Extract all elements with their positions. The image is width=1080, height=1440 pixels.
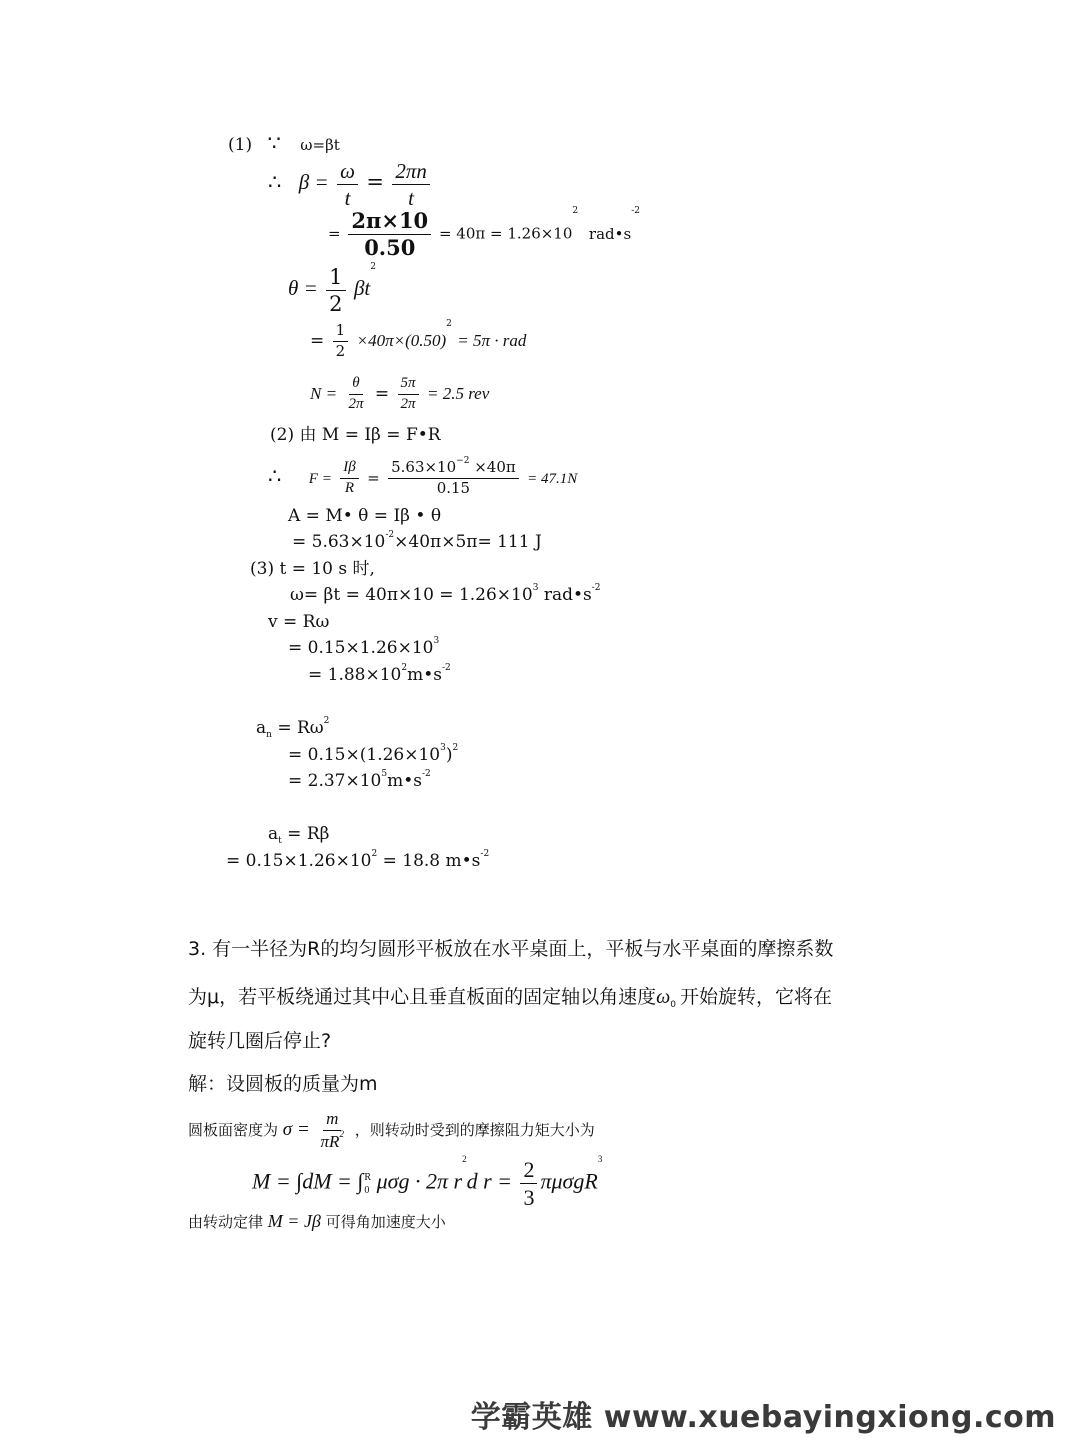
theta-formula: θ = $\frac{1}{2}$ $\beta t^2$ (288, 262, 376, 317)
velocity-formula: v = Rω (268, 612, 330, 632)
rotation-law-line: 由转动定律 M = Jβ 可得角加速度大小 (188, 1211, 446, 1231)
question3-line1: 3. 有一半径为R的均匀圆形平板放在水平桌面上，平板与水平桌面的摩擦系数 (188, 938, 834, 960)
density-line: 圆板面密度为 σ = $\frac{m}{\pi R^2}$ ，则转动时受到的摩擦阻力矩大小为 (188, 1109, 595, 1151)
revolutions-calc: N = $\frac{\theta}{2\pi}$ = $\frac{5\pi}{2\pi}$ = 2.5 rev (310, 375, 490, 412)
work-formula: A = M• θ = Iβ • θ (288, 506, 442, 526)
work-calc: = $5.63\times 10^{-2}\times 40\pi\times 5\pi= 111$ J (292, 530, 542, 552)
omega-calc: $\omega= \beta t = 40\pi\times 10 = 1.26\times 10^3$ $rad•s^{-2}$ (290, 583, 601, 605)
part1-header: (1) ∵ ω=βt (228, 131, 340, 155)
theta-calc: = $\frac{1}{2}$ $\times 40\pi\times(0.50)^2 = 5\pi$ · rad (310, 319, 527, 360)
part2-header: (2) 由 M = Iβ = F•R (270, 425, 441, 445)
site-watermark: 学霸英雄 www.xuebayingxiong.com (470, 1400, 1056, 1435)
question3-line2: 为μ，若平板绕通过其中心且垂直板面的固定轴以角速度$\omega_0$ 开始旋转，它将在 (188, 986, 832, 1010)
velocity-calc: = $0.15\times 1.26\times 10^3$ (288, 636, 440, 658)
velocity-result: = $1.88\times 10^2m•s^{-2}$ (308, 663, 451, 685)
tangential-accel-formula: $a_t = R\beta$ (268, 824, 330, 846)
question3-line3: 旋转几圈后停止? (188, 1030, 332, 1052)
normal-accel-calc: = $0.15\times(1.26\times 10^3)^2$ (288, 743, 459, 765)
part3-header: (3) t = 10 s 时, (250, 559, 375, 579)
normal-accel-result: = $2.37\times 10^5m•s^{-2}$ (288, 769, 431, 791)
force-calc: ∴ F = $\frac{I\beta}{R}$ = $\frac{5.63\times 10^{-2} \times 40\pi}{0.15}$ = 47.1N (268, 456, 578, 497)
friction-torque-integral: M = ∫dM = ∫ R 0 μσg · 2π $r^2d$ r = $\frac{2}{3}$ πμσgR$^3$ (252, 1154, 603, 1211)
normal-accel-formula: $a_n = R\omega^2$ (256, 716, 330, 740)
beta-definition: ∴ β = $\frac{\omega}{t}$ = $\frac{2\pi n}{t}$ (268, 160, 433, 209)
solution-intro: 解：设圆板的质量为m (188, 1073, 378, 1095)
tangential-accel-calc: = $0.15\times 1.26\times 10^2 = 18.8$ $m•s^{-2}$ (226, 849, 490, 871)
beta-value: = $\frac{2\pi\times 10}{0.50}$ = $40\pi = 1.26\times 10^2$ $rad•s^{-2}$ (328, 206, 640, 261)
